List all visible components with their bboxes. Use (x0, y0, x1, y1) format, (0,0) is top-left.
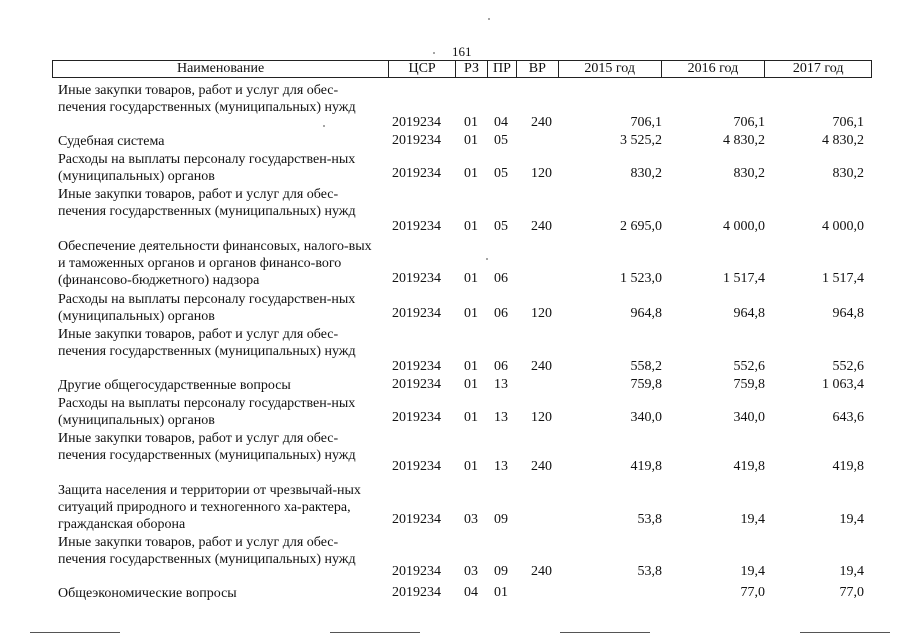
column-header-name: Наименование (53, 61, 389, 77)
row-vr: 120 (531, 410, 552, 425)
row-pr: 05 (494, 166, 508, 181)
column-header-vr: ВР (517, 61, 559, 77)
column-header-csr: ЦСР (389, 61, 456, 77)
page-number: 161 (452, 44, 472, 59)
row-pr: 13 (494, 459, 508, 474)
row-csr: 2019234 (392, 271, 441, 286)
row-rz: 01 (464, 377, 478, 392)
row-csr: 2019234 (392, 585, 441, 600)
row-pr: 01 (494, 585, 508, 600)
row-value-2017: 419,8 (832, 459, 864, 474)
row-value-2017: 77,0 (839, 585, 864, 600)
table-row (0, 82, 905, 133)
table-row (0, 430, 905, 481)
row-rz: 03 (464, 564, 478, 579)
row-value-2015: 2 695,0 (620, 219, 662, 234)
row-rz: 01 (464, 359, 478, 374)
row-value-2016: 706,1 (733, 115, 765, 130)
row-csr: 2019234 (392, 306, 441, 321)
row-value-2017: 19,4 (839, 512, 864, 527)
table-row (0, 186, 905, 237)
row-pr: 06 (494, 306, 508, 321)
row-value-2015: 759,8 (630, 377, 662, 392)
row-csr: 2019234 (392, 133, 441, 148)
row-rz: 01 (464, 219, 478, 234)
row-pr: 13 (494, 410, 508, 425)
row-name: Расходы на выплаты персоналу государствен-ных (муниципальных) органов (58, 292, 356, 324)
row-pr: 13 (494, 377, 508, 392)
row-csr: 2019234 (392, 410, 441, 425)
row-csr: 2019234 (392, 377, 441, 392)
row-name: Иные закупки товаров, работ и услуг для обес-печения государственных (муниципальных) нужд (58, 431, 356, 463)
table-row (0, 151, 905, 185)
row-rz: 01 (464, 459, 478, 474)
scan-edge-line (560, 632, 650, 633)
scan-edge-line (330, 632, 420, 633)
row-rz: 01 (464, 410, 478, 425)
row-name: Расходы на выплаты персоналу государствен-ных (муниципальных) органов (58, 152, 356, 184)
table-row (0, 291, 905, 325)
table-row (0, 482, 905, 533)
row-value-2017: 1 517,4 (822, 271, 864, 286)
scan-edge-line (30, 632, 120, 633)
row-pr: 04 (494, 115, 508, 130)
scan-speck (486, 258, 488, 260)
row-csr: 2019234 (392, 564, 441, 579)
row-vr: 240 (531, 459, 552, 474)
row-name: Иные закупки товаров, работ и услуг для обес-печения государственных (муниципальных) нужд (58, 327, 356, 359)
row-value-2017: 964,8 (832, 306, 864, 321)
row-value-2016: 4 000,0 (723, 219, 765, 234)
row-vr: 240 (531, 219, 552, 234)
table-header (52, 60, 872, 78)
row-vr: 240 (531, 115, 552, 130)
row-name: Защита населения и территории от чрезвычай-ных ситуаций природного и техногенного ха-рактера, гражданская оборона (58, 483, 361, 532)
row-vr: 240 (531, 359, 552, 374)
row-name: Другие общегосударственные вопросы (58, 378, 291, 393)
table-row (0, 133, 905, 150)
row-csr: 2019234 (392, 115, 441, 130)
row-rz: 01 (464, 115, 478, 130)
row-rz: 01 (464, 271, 478, 286)
row-value-2017: 4 830,2 (822, 133, 864, 148)
row-vr: 120 (531, 306, 552, 321)
row-name: Расходы на выплаты персоналу государствен-ных (муниципальных) органов (58, 396, 356, 428)
row-rz: 01 (464, 166, 478, 181)
row-value-2015: 964,8 (630, 306, 662, 321)
row-value-2017: 19,4 (839, 564, 864, 579)
row-rz: 03 (464, 512, 478, 527)
row-value-2015: 1 523,0 (620, 271, 662, 286)
row-value-2015: 53,8 (637, 564, 662, 579)
column-header-2016: 2016 год (662, 61, 766, 77)
row-value-2015: 558,2 (630, 359, 662, 374)
row-value-2017: 552,6 (832, 359, 864, 374)
table-row (0, 377, 905, 394)
row-csr: 2019234 (392, 219, 441, 234)
row-value-2015: 53,8 (637, 512, 662, 527)
row-name: Иные закупки товаров, работ и услуг для обес-печения государственных (муниципальных) нужд (58, 83, 356, 115)
row-value-2016: 4 830,2 (723, 133, 765, 148)
row-value-2017: 4 000,0 (822, 219, 864, 234)
table-row (0, 238, 905, 289)
row-pr: 09 (494, 512, 508, 527)
row-value-2016: 419,8 (733, 459, 765, 474)
row-rz: 01 (464, 133, 478, 148)
row-pr: 09 (494, 564, 508, 579)
row-name: Обеспечение деятельности финансовых, налого-вых и таможенных органов и органов финансо-вого (финансово-бюджетного) надзора (58, 239, 372, 288)
row-pr: 05 (494, 219, 508, 234)
row-name: Иные закупки товаров, работ и услуг для обес-печения государственных (муниципальных) нужд (58, 535, 356, 567)
row-value-2016: 759,8 (733, 377, 765, 392)
row-pr: 05 (494, 133, 508, 148)
row-rz: 04 (464, 585, 478, 600)
row-value-2017: 643,6 (832, 410, 864, 425)
row-value-2017: 706,1 (832, 115, 864, 130)
row-value-2016: 77,0 (740, 585, 765, 600)
row-value-2017: 830,2 (832, 166, 864, 181)
table-row (0, 326, 905, 377)
row-value-2016: 19,4 (740, 564, 765, 579)
row-name: Иные закупки товаров, работ и услуг для обес-печения государственных (муниципальных) нужд (58, 187, 356, 219)
row-vr: 120 (531, 166, 552, 181)
column-header-2017: 2017 год (792, 61, 844, 76)
row-value-2015: 340,0 (630, 410, 662, 425)
row-value-2017: 1 063,4 (822, 377, 864, 392)
row-name: Общеэкономические вопросы (58, 586, 237, 601)
scan-speck (433, 52, 435, 54)
row-value-2016: 964,8 (733, 306, 765, 321)
scan-speck (323, 125, 325, 127)
column-header-2015: 2015 год (559, 61, 662, 77)
row-pr: 06 (494, 359, 508, 374)
row-value-2015: 706,1 (630, 115, 662, 130)
scan-speck (488, 18, 490, 20)
row-csr: 2019234 (392, 512, 441, 527)
row-value-2015: 3 525,2 (620, 133, 662, 148)
row-pr: 06 (494, 271, 508, 286)
row-value-2016: 1 517,4 (723, 271, 765, 286)
row-vr: 240 (531, 564, 552, 579)
row-value-2015: 830,2 (630, 166, 662, 181)
row-csr: 2019234 (392, 359, 441, 374)
table-row (0, 395, 905, 429)
row-value-2016: 830,2 (733, 166, 765, 181)
row-value-2016: 19,4 (740, 512, 765, 527)
table-row (0, 534, 905, 585)
row-value-2015: 419,8 (630, 459, 662, 474)
row-rz: 01 (464, 306, 478, 321)
row-value-2016: 340,0 (733, 410, 765, 425)
scan-edge-line (800, 632, 890, 633)
column-header-rz: РЗ (456, 61, 488, 77)
row-name: Судебная система (58, 134, 165, 149)
row-csr: 2019234 (392, 459, 441, 474)
table-row (0, 585, 905, 602)
row-csr: 2019234 (392, 166, 441, 181)
row-value-2016: 552,6 (733, 359, 765, 374)
column-header-pr: ПР (488, 61, 517, 77)
